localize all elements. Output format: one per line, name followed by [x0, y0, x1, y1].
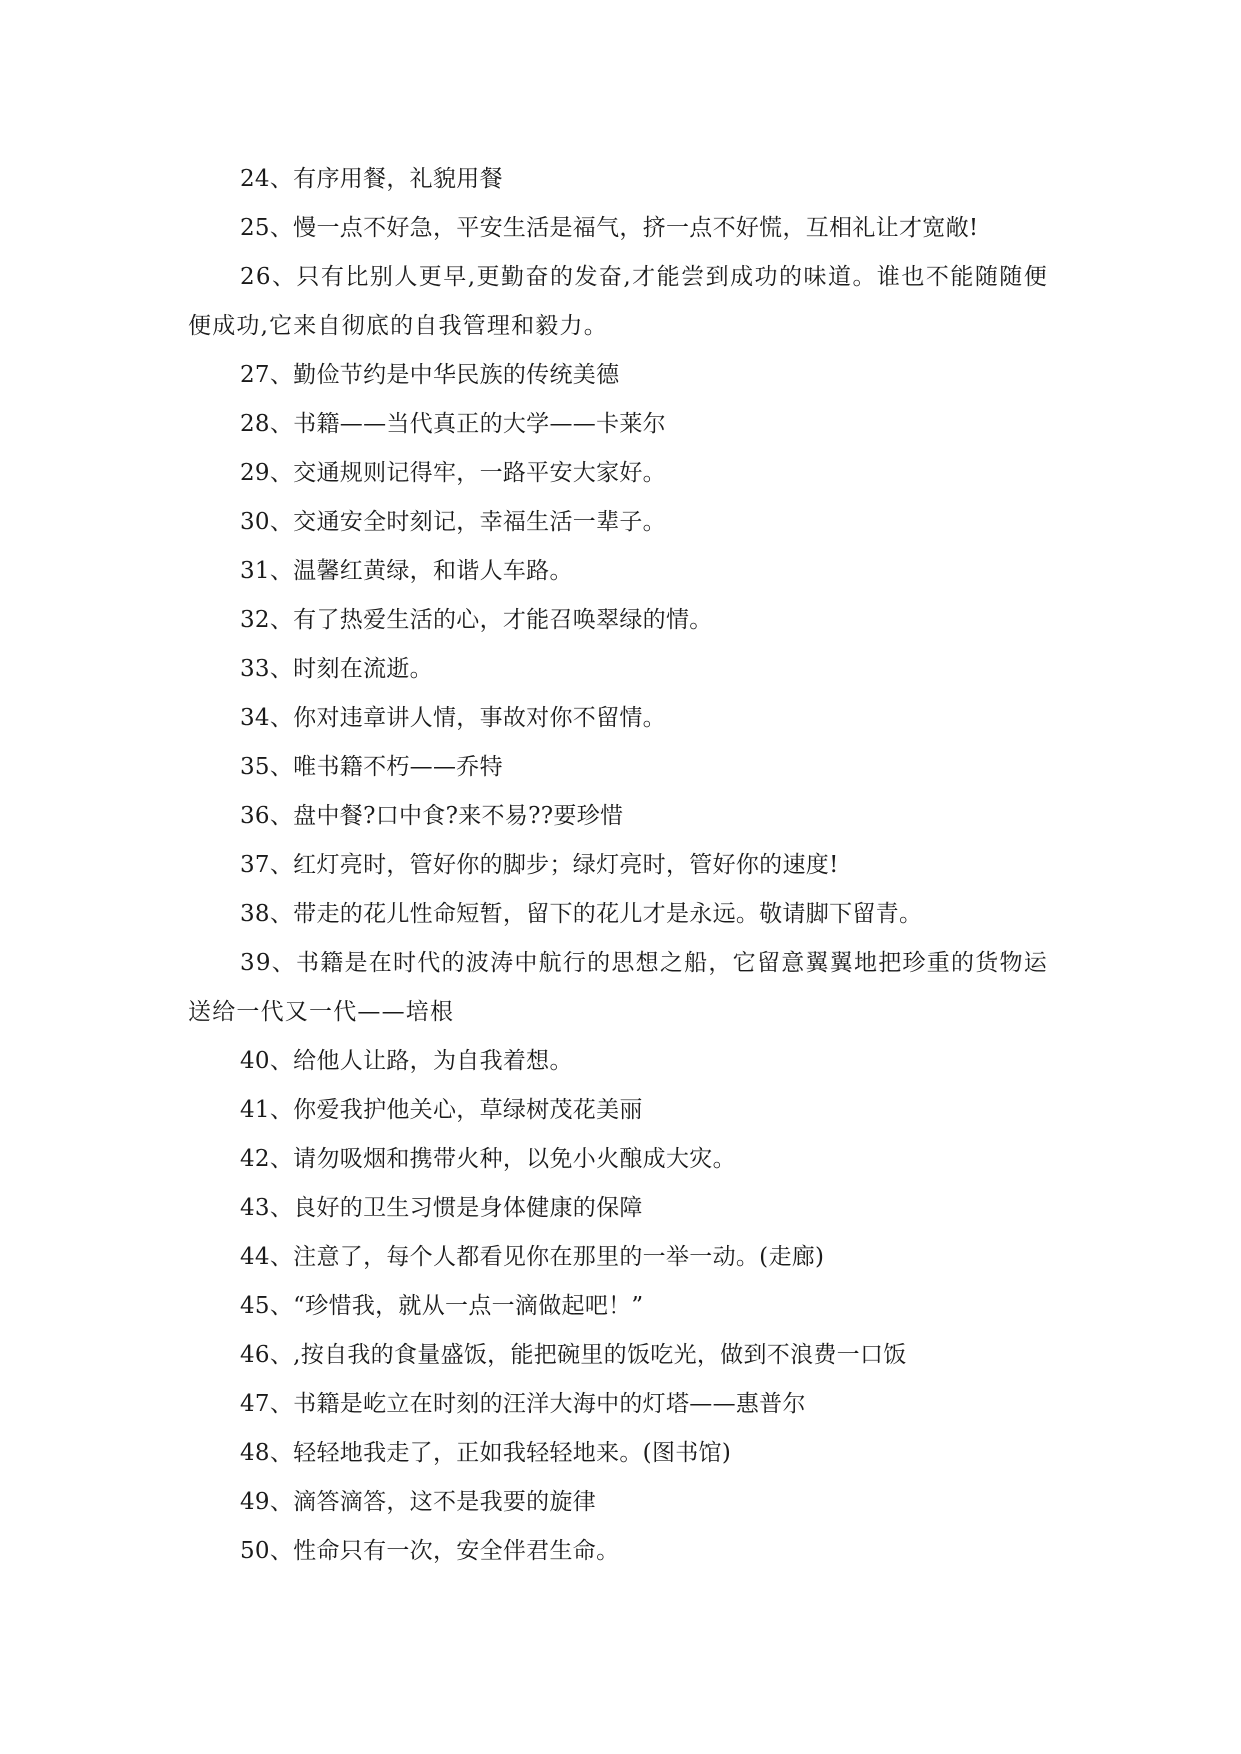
paragraph-37	[188, 841, 1048, 890]
paragraph-number: 50、	[240, 1538, 294, 1564]
paragraph-number: 43、	[240, 1195, 294, 1221]
paragraph-44	[188, 1233, 1048, 1282]
paragraph-text: 盘中餐?口中食?来不易??要珍惜	[293, 803, 624, 829]
paragraph-text: 红灯亮时，管好你的脚步；绿灯亮时，管好你的速度!	[293, 852, 839, 878]
paragraph-number: 38、	[240, 901, 294, 927]
paragraph-text: 滴答滴答，这不是我要的旋律	[293, 1489, 597, 1515]
paragraph-38	[188, 890, 1048, 939]
paragraph-number: 33、	[240, 656, 294, 682]
paragraph-number: 36、	[240, 803, 294, 829]
paragraph-39	[188, 939, 1048, 1037]
paragraph-46	[188, 1331, 1048, 1380]
paragraph-42	[188, 1135, 1048, 1184]
paragraph-text: 时刻在流逝。	[293, 656, 433, 682]
paragraph-text: 你爱我护他关心，草绿树茂花美丽	[293, 1097, 643, 1123]
paragraph-text: 给他人让路，为自我着想。	[293, 1048, 573, 1074]
paragraph-48	[188, 1429, 1048, 1478]
paragraph-number: 31、	[240, 558, 294, 584]
paragraph-number: 27、	[240, 362, 294, 388]
paragraph-text: 勤俭节约是中华民族的传统美德	[293, 362, 620, 388]
paragraph-text: 交通规则记得牢，一路平安大家好。	[293, 460, 666, 486]
paragraph-text: 注意了，每个人都看见你在那里的一举一动。(走廊)	[293, 1244, 825, 1270]
paragraph-43	[188, 1184, 1048, 1233]
paragraph-number: 42、	[240, 1146, 294, 1172]
paragraph-text: 交通安全时刻记，幸福生活一辈子。	[293, 509, 666, 535]
paragraph-36	[188, 792, 1048, 841]
paragraph-24	[188, 155, 1048, 204]
paragraph-text: 慢一点不好急，平安生活是福气，挤一点不好慌，互相礼让才宽敞!	[293, 215, 979, 241]
paragraph-number: 39、	[240, 950, 296, 976]
paragraph-45	[188, 1282, 1048, 1331]
paragraph-26	[188, 253, 1048, 351]
paragraph-number: 24、	[240, 166, 294, 192]
document-body	[188, 155, 1048, 1576]
paragraph-text: 书籍——当代真正的大学——卡莱尔	[293, 411, 666, 437]
paragraph-number: 26、	[240, 264, 297, 290]
paragraph-text: ,按自我的食量盛饭，能把碗里的饭吃光，做到不浪费一口饭	[293, 1342, 907, 1368]
paragraph-number: 46、	[240, 1342, 294, 1368]
paragraph-number: 40、	[240, 1048, 294, 1074]
paragraph-35	[188, 743, 1048, 792]
paragraph-27	[188, 351, 1048, 400]
paragraph-number: 48、	[240, 1440, 294, 1466]
paragraph-30	[188, 498, 1048, 547]
paragraph-40	[188, 1037, 1048, 1086]
paragraph-number: 44、	[240, 1244, 294, 1270]
paragraph-50	[188, 1527, 1048, 1576]
paragraph-text: 有了热爱生活的心，才能召唤翠绿的情。	[293, 607, 713, 633]
paragraph-text: 性命只有一次，安全伴君生命。	[293, 1538, 620, 1564]
paragraph-text: 书籍是屹立在时刻的汪洋大海中的灯塔——惠普尔	[293, 1391, 806, 1417]
paragraph-25	[188, 204, 1048, 253]
paragraph-47	[188, 1380, 1048, 1429]
paragraph-number: 29、	[240, 460, 294, 486]
paragraph-number: 25、	[240, 215, 294, 241]
paragraph-text: 你对违章讲人情，事故对你不留情。	[293, 705, 666, 731]
paragraph-31	[188, 547, 1048, 596]
paragraph-34	[188, 694, 1048, 743]
paragraph-number: 45、	[240, 1293, 294, 1319]
paragraph-text: “珍惜我，就从一点一滴做起吧！”	[293, 1293, 644, 1319]
paragraph-number: 34、	[240, 705, 294, 731]
paragraph-number: 32、	[240, 607, 294, 633]
paragraph-text: 良好的卫生习惯是身体健康的保障	[293, 1195, 643, 1221]
paragraph-number: 28、	[240, 411, 294, 437]
paragraph-text: 只有比别人更早,更勤奋的发奋,才能尝到成功的味道。谁也不能随随便便成功,它来自彻底的自我管理和毅力。	[188, 264, 1048, 339]
paragraph-text: 唯书籍不朽——乔特	[293, 754, 503, 780]
paragraph-number: 35、	[240, 754, 294, 780]
paragraph-text: 请勿吸烟和携带火种，以免小火酿成大灾。	[293, 1146, 736, 1172]
paragraph-number: 30、	[240, 509, 294, 535]
paragraph-text: 轻轻地我走了，正如我轻轻地来。(图书馆)	[293, 1440, 732, 1466]
paragraph-49	[188, 1478, 1048, 1527]
paragraph-number: 47、	[240, 1391, 294, 1417]
paragraph-text: 书籍是在时代的波涛中航行的思想之船，它留意翼翼地把珍重的货物运送给一代又一代——培根	[188, 950, 1049, 1025]
paragraph-32	[188, 596, 1048, 645]
paragraph-33	[188, 645, 1048, 694]
paragraph-text: 温馨红黄绿，和谐人车路。	[293, 558, 573, 584]
paragraph-28	[188, 400, 1048, 449]
paragraph-text: 带走的花儿性命短暂，留下的花儿才是永远。敬请脚下留青。	[293, 901, 923, 927]
paragraph-number: 49、	[240, 1489, 294, 1515]
paragraph-number: 37、	[240, 852, 294, 878]
paragraph-text: 有序用餐，礼貌用餐	[293, 166, 503, 192]
paragraph-29	[188, 449, 1048, 498]
paragraph-number: 41、	[240, 1097, 294, 1123]
paragraph-41	[188, 1086, 1048, 1135]
